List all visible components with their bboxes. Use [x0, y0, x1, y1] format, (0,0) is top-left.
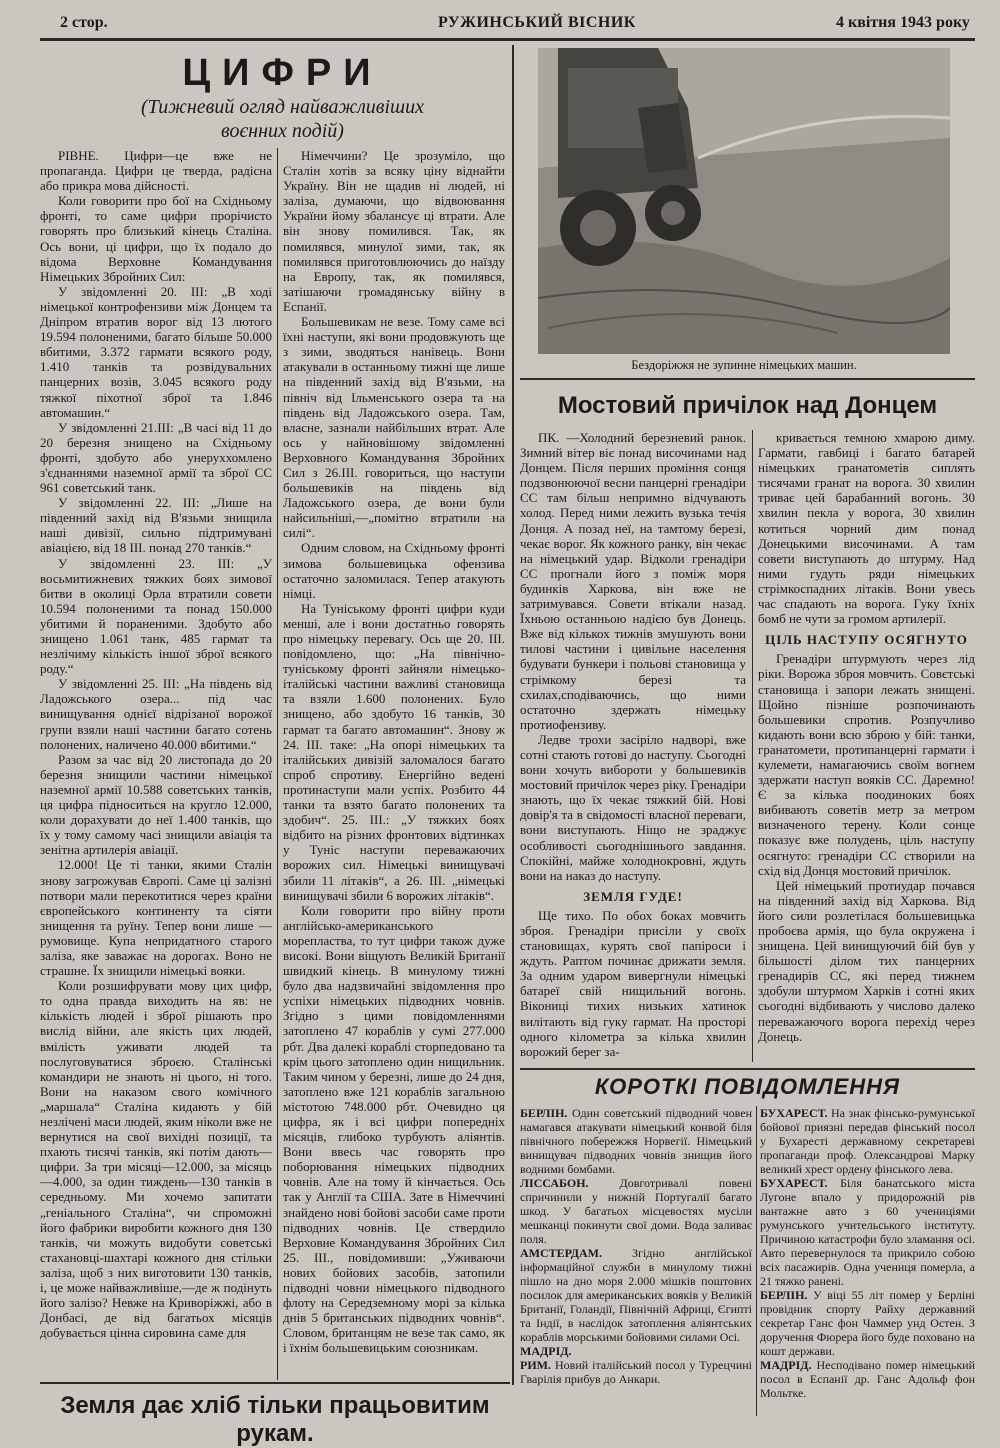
- article2-column2: [758, 430, 975, 1062]
- article2-column1: [520, 430, 746, 1062]
- photo-caption: Бездоріжжя не зупинне німецьких машин.: [631, 358, 857, 372]
- paragraph: У звідомленні 25. III: „На південь від Ладожського озера... під час винищування однієї відрізаної ворожої групи взяли наші частини багато сотень полонених, наличено 40.000 вбитими.“: [40, 676, 272, 752]
- paragraph: Большевикам не везе. Тому саме всі їхні наступи, які вони продовжують ще з зими, зводяться нанівець. Вони атакували в останньому тижні ще лише на південний захід від В'язьми, на північ від Ільменського озера та на південь від Ладожського озера. Там, власне, зазнали найбільших втрат. Але ось у найновішому звідомленні Верховного Командування Збройних Сил з 26.III. говориться, що наступи большевиків на південь від Ладожського озера, де вони були найсильніші,—„помітно втратили на силі“.: [283, 314, 505, 541]
- brief-text: Несподівано помер німецький посол в Еспанії др. Ганс Адольф фон Мольтке.: [760, 1358, 975, 1400]
- brief-item: [520, 1106, 752, 1176]
- brief-text: Згідно англійської інформаційної служби в минулому тижні пішло на дно моря 2.000 мішків поштових посилок для американських вояків у Великій Британії, Голандії, Північній Африці, Єгипті та Індії, в наслідок затоплення аліянтських кораблів морськими бойовими силами Осі.: [520, 1246, 752, 1344]
- brief-item: [520, 1176, 752, 1246]
- article-subtitle-line2: воєнних подій): [221, 120, 344, 142]
- brief-item: [520, 1344, 752, 1358]
- brief-city: АМСТЕРДАМ.: [520, 1246, 602, 1260]
- column-divider: [752, 430, 753, 1062]
- paragraph: Коли розшифрувати мову цих цифр, то одна правда виходить на яв: не кількість людей і зброї рішають про вислід війни, але якість цих людей, вмілість уживати людей та послуговуватися зброєю. Сталінські командири не знають ні цього, ні того. Вони на наказом свого комічного „маршала“ Сталіна кидають у бій незлічені маси людей, яким ніколи вже не вернутися на свої вихідні позиції, та пхають тисячі танків, які потім дають—цифри. За три місяці—12.000, за місяць—4.000, за один тиждень—130 танків в середньому. Ми хочемо запитати „геніального Сталіна“, чи спроможні його фабрики виробити кожного дня 130 танків, чи можуть видобути советські стахановці-шахтарі кожного дня стільки заліза, щоб з них виготовити 130 танків, і, це може найважливіше,—де ж подінуть його залізо? Невже на Криворіжжі, або в Донбасі, де від багатьох місяців добувається цінна сировина саме для: [40, 978, 272, 1341]
- column-divider: [756, 1106, 757, 1416]
- brief-text: На знак фінсько-румунської бойової приязні передав фінський посол у Бухаресті державному секретареві пропаганди проф. Олександрові Марку великий хрест ордену фінського лева.: [760, 1106, 975, 1176]
- brief-text: У віці 55 літ помер у Берліні провідник спорту Райху державний секретар Ганс фон Чаммер унд Остен. З доручення Фюрера його буде поховано на кошт держави.: [760, 1288, 975, 1358]
- briefs-column1: [520, 1106, 752, 1428]
- paragraph: У звідомленні 23. III: „У восьмитижневих тяжких боях зимової битви в околиці Орла втратили совети 10.594 полоненими та понад 150.000 убитими й пораненими. Здобуто або знищено 1.061 танк, 485 гармат та незлічиму кількість іншої зброї всякого роду.“: [40, 555, 272, 677]
- brief-text: Довготривалі повені спричинили у нижній Португалії багато шкод. У багатьох місцевостях мусіли мешканці покинути свої доми. Вода заливає поля.: [520, 1176, 752, 1246]
- paragraph: Коли говорити про бої на Східньому фронті, то саме цифри прорічисто говорять про близький кінець Сталіна. Ось вони, ці цифри, що їх подало до відома Верховне Командування Німецьких Збройних Сил:: [40, 193, 272, 284]
- brief-item: [760, 1176, 975, 1288]
- brief-item: [760, 1106, 975, 1176]
- brief-city: ЛІССАБОН.: [520, 1176, 589, 1190]
- paragraph: Цей німецький протиудар почався на південний захід від Харкова. Від його сили розлетілася большевицька пробоєва армія, що була окружена і знищена. Цей винищуючий бій був у більшості ділом тих панцерних гренадирів СС, які перед тижнем здобули штурмом Харків і сотні яких сьогодні відбивають у числово далеко переважаючого ворога перехід через Донець.: [758, 877, 975, 1044]
- briefs-title: КОРОТКІ ПОВІДОМЛЕННЯ: [594, 1074, 901, 1099]
- issue-date: 4 квітня 1943 року: [836, 14, 970, 31]
- paragraph: У звідомленні 22. III: „Лише на південний захід від В'язьми знищила наші дивізії, сильно підтримувані авіацією, від 18 III. понад 270 танків.“: [40, 495, 272, 556]
- brief-city: МАДРІД.: [520, 1344, 572, 1358]
- briefs-rule: [520, 1068, 975, 1070]
- paragraph: кривається темною хмарою диму. Гармати, гавбиці і багато батарей німецьких гранатометів сиплять тисячами гранат на ворога. 30 хвилин триває цей барабанний вогонь. 30 хвилин пекла у ворога, 30 хвилин котиться чорний дим понад Донецькими височинами. А там совети виступають до штурму. Над ними гудуть ряди німецьких стрімкоспадних літаків. Вони увесь час спадають на ворога. Гуку їхніх бомб не чути за громом артилерії.: [758, 430, 975, 627]
- subhead-earth-rumbles: ЗЕМЛЯ ГУДЕ!: [583, 888, 683, 904]
- bridgehead-title: Мостовий причілок над Донцем: [557, 392, 938, 419]
- paragraph: На Туніському фронті цифри куди менші, але і вони достатньо говорять про німецьку перевагу. Ось ще 20. III. повідомлено, що: „На північно-туніському фронті зайняли німецько-італійські частини важливі становища та взяли 1.600 полонених. Було знищено, або здобуто 16 танків, 30 гармат та багато автомашин“. Знову ж 24. III. таке: „На опорі німецьких та італійських дивізій заломалося багато спроб спротиву. Енергійно ведені протинаступи мали успіх. Розбито 44 танки та взято багато полонених та здобич“. 25. III.: „У тяжких боях відбито на різних фронтових відтинках у Туніс наступи переважаючих ворожих сил. Німецькі винищувачі збили 11 літаків“, а 26. III. „німецькі винищувачі збили 6 ворожих літаків“.: [283, 600, 505, 903]
- brief-item: [520, 1358, 752, 1386]
- truck-illustration: [538, 48, 950, 354]
- brief-text: Один советський підводний човен намагався атакувати німецький конвой біля північного побережжя Норвегії. Німецький винищувач підводних човнів знищив його водними бомбами.: [520, 1106, 752, 1176]
- paragraph: Гренадіри штурмують через лід ріки. Ворожа зброя мовчить. Совєтські становища і запори лежать знищені. Щойно пізніше розпочинають большевики спротив. Розпучливо кидають вони всю зброю у бій: танки, гранатомети, протипанцерні гармати і кулемети, намагаючись своїм вогнем здержати наступ вояків СС. Даремно! Є за кілька поодиноких боях вибивають советів метр за метром визначеного терену. Коли сонце показує вже полудень, ціль наступу осягнуто: гренадіри СС створили на схід від Донця мостовий причілок.: [758, 651, 975, 878]
- truck-photo: [538, 48, 950, 354]
- brief-text: Новий італійський посол у Турецчині Гварілія прибув до Анкари.: [520, 1358, 752, 1386]
- article1-column2: [283, 148, 505, 1380]
- article1-column1: [40, 148, 272, 1380]
- brief-city: БУХАРЕСТ.: [760, 1106, 828, 1120]
- briefs-column2: [760, 1106, 975, 1428]
- paragraph: Німеччини? Це зрозуміло, що Сталін хотів за всяку ціну віднайти Україну. Він не щадив ні людей, ні заліза, думаючи, що відвоювання України йому збалансує ці втрати. Але він знову помилився. Так, як помилявся, минулої зими, так, як помилявся приготовлюючись до наїзду на Европу, так, як помилявся, затішаючи громадянську війну в Еспанії.: [283, 148, 505, 314]
- brief-item: [760, 1288, 975, 1358]
- paragraph: Коли говорити про війну проти англійсько-американського морепластва, то тут цифри також дуже високі. Вони віщують Великій Британії швидкий кінець. В минулому тижні було два надзвичайні звідомлення про успіхи німецьких підводних човнів. Згідно з цими повідомленнями затоплено 47 кораблів у сумі 277.000 рбт. Два далекі кораблі сторпедовано та крім цього затоплено один нищильник. Таким чином у березні, лише до 24 дня, затоплено вже 121 кораблів загальною містотою 748.000 рбт. Очевидно ця цифра, як і всі цифри попередніх місяців, глибоко турбують аліянтів. Вони ввесь час говорять про поборювання німецьких підводних човнів. Але на тому й кінчається. Ось так у Англії та США. Зате в Німеччині знайдено нові бойові засоби саме проти підводних човнів. Це ствердило Верховне Командування Збройних Сил 25. III., повідомивши: „Уживаючи нових бойових засобів, затопили підводні човни німецького підводного флоту на Середземному морі за кілька днів 5 британських підводних човнів“. Словом, британцям не везе так само, як і їхнім большевицьким союзникам.: [283, 902, 505, 1356]
- brief-item: [520, 1246, 752, 1344]
- brief-city: РИМ.: [520, 1358, 551, 1372]
- paragraph: Разом за час від 20 листопада до 20 березня знищили частини німецької наземної армії 10.588 советських танків, ця цифра підноситься на кругло 12.000, коли дорахувати до неї 1.400 танків, що їх у тому самому часі знищили авіація та зенітна артилерія авіації.: [40, 751, 272, 858]
- article-title: ЦИФРИ: [182, 52, 383, 94]
- brief-item: [760, 1358, 975, 1400]
- brief-city: БЕРЛІН.: [520, 1106, 568, 1120]
- photo-rule: [520, 378, 975, 380]
- column-divider: [277, 148, 278, 1380]
- paragraph: РІВНЕ. Цифри—це вже не пропаганда. Цифри це тверда, радісна або прикра мова дійсності.: [40, 148, 272, 194]
- subhead-goal-reached: ЦІЛЬ НАСТУПУ ОСЯГНУТО: [765, 632, 968, 648]
- brief-text: Біля банатського міста Лугоне впало у придорожній рів вантажне авто з 60 учениціями румунського учительського інституту. Причиною катастрофи було зламання осі. Авто перевернулося та прикрило собою всіх пасажирів. Одна учениця померла, а 21 тяжко ранені.: [760, 1176, 975, 1288]
- paragraph: Ледве трохи засіріло надворі, вже сотні стають готові до наступу. Сьогодні вони хочуть вибороти у большевиків мостовий причілок через ріку. Гренадіри знають, що їх чекає тяжкий бій. Нові довір'я та в свідомості власної переваги, вони виступають. Ніщо не зраджує особливості сьогоднішнього завдання. Спокійні, майже холоднокровні, ждуть вони на наказ до наступу.: [520, 731, 746, 883]
- paragraph: Ще тихо. По обох боках мовчить зброя. Гренадіри присіли у своїх становищах, курять свої папіроси і ждуть. Раптом починає дрижати земля. За одним ударом вивергнули німецькі батареї свій нищильний вогонь. Вікониці тихих низьких хатинок вилітають від гуку гармат. На просторі одного кілометра за кілька хвилин ворожий берег за-: [520, 907, 746, 1059]
- newspaper-name: РУЖИНСЬКИЙ ВІСНИК: [438, 14, 636, 31]
- page-number: 2 стор.: [60, 14, 108, 31]
- brief-city: БУХАРЕСТ.: [760, 1176, 828, 1190]
- article-subtitle-line1: (Тижневий огляд найважливіших: [140, 96, 425, 118]
- brief-city: МАДРІД.: [760, 1358, 812, 1372]
- paragraph: У звідомленні 20. III: „В ході німецької контрофензиви між Донцем та Дніпром втратив ворог від 13 лютого 19.594 полоненими, багато більше 50.000 вбитими, 3.372 гармати всякого роду, 1.410 танків та розвідувальних панцерних возів, 3.045 всякого роду тяжкої піхотної зброї та 1.846 автомашин.“: [40, 283, 272, 420]
- section-divider: [512, 45, 514, 1385]
- slogan-rule: [40, 1382, 510, 1384]
- paragraph: У звідомленні 21.III: „В часі від 11 до 20 березня знищено на Східньому фронті, здобуто або унеруххомлено з'єднаннями наземної армії та зброї СС 961 советський танк.: [40, 419, 272, 496]
- paragraph: ПК. —Холодний березневий ранок. Зимний вітер віє понад височинами над Донцем. Після перших проміння сонця подзвонюючої весни панцерні гренадіри СС там більш непримно відчувають холод. Перед ними лежить вузька течія Донця. А позад неї, на тамтому березі, чекає ворог. Як кожного ранку, він чекає на німецький удар. Відколи гренадіри СС прогнали його з поміж моря будинків Харкова, він вже не затримувався. Совети втікали назад. Їхньою останньою надією був Донець. Вже від кількох тижнів змушують вони тилові частини і цивільне населення будувати бункери і польові становища у стрімкому березі та схилах,сподіваючись, що ними остаточно здержать німецьку протиофензиву.: [520, 430, 746, 732]
- paragraph: 12.000! Це ті танки, якими Сталін знову загрожував Європі. Саме ці залізні потвори мали перекотитися через країни європейського континенту та сіяти знищення та руїну. Тепер вони лише — румовище. Купа непридатного старого заліза, яке заважає на дорогах. Воно не страшне. Їх знищили німецькі вояки.: [40, 857, 272, 979]
- paragraph: Одним словом, на Східньому фронті зимова большевицька офензива остаточно заломилася. Тепер атакують німці.: [283, 540, 505, 601]
- footer-slogan: Земля дає хліб тільки працьовитим рукам.: [60, 1392, 490, 1447]
- header-rule: [40, 38, 975, 41]
- brief-city: БЕРЛІН.: [760, 1288, 808, 1302]
